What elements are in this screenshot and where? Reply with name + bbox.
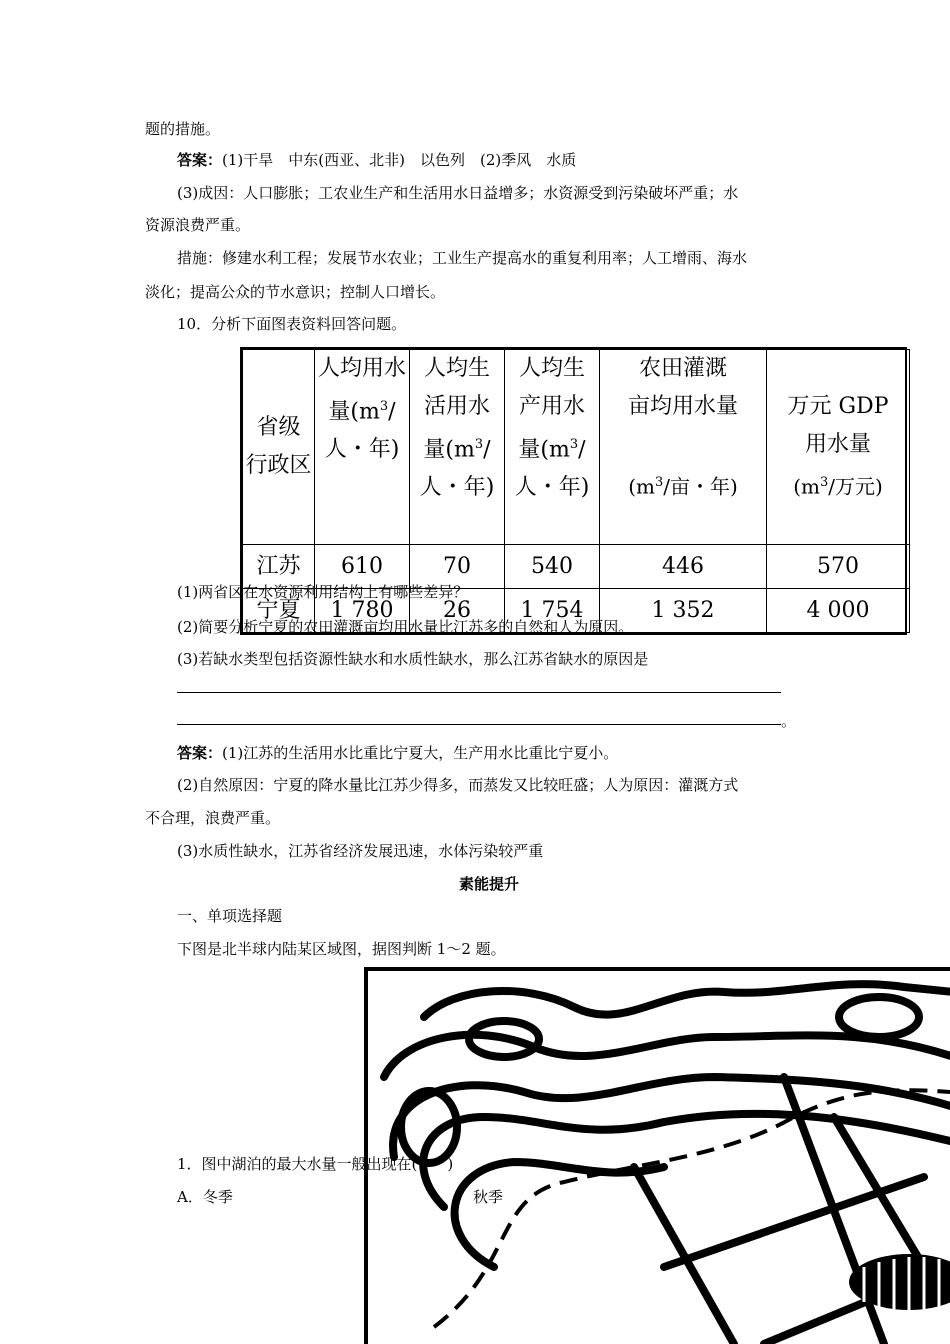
- section-title: 素能提升: [459, 875, 520, 893]
- answer-text-line: (3)水质性缺水，江苏省经济发展迅速，水体污染较严重: [177, 842, 544, 860]
- answer-text-line: 措施：修建水利工程；发展节水农业；工业生产提高水的重复利用率；人工增雨、海水: [177, 249, 748, 267]
- table-row: 宁夏 1 780 26 1 754 1 352 4 000: [243, 589, 910, 633]
- answer-blank-line: [177, 724, 781, 725]
- option-a: A．冬季: [177, 1188, 233, 1206]
- end-mark: 。: [781, 712, 797, 730]
- sub-heading: 一、单项选择题: [177, 907, 283, 925]
- answer-line: [177, 743, 618, 763]
- header-per-capita-domestic: 人均生 活用水 量($m^3/$ 人・年): [410, 350, 505, 545]
- answer-label: 答案：: [177, 744, 223, 762]
- header-irrigation: 农田灌溉 亩均用水量 ($m^3/$亩・年): [600, 350, 767, 545]
- header-per-capita-production: 人均生 产用水 量($m^3/$ 人・年): [505, 350, 600, 545]
- answer-blank-line: [177, 692, 781, 693]
- sub-question-2: (2)简要分析宁夏的农田灌溉亩均用水量比江苏多的自然和人为原因。: [177, 618, 634, 636]
- answer-text-line: (2)自然原因：宁夏的降水量比江苏少得多，而蒸发又比较旺盛；人为原因：灌溉方式: [177, 776, 739, 794]
- table-row: 江苏 610 70 540 446 570: [243, 545, 910, 589]
- option-b: 秋季: [473, 1188, 504, 1206]
- answer-text-line: 资源浪费严重。: [145, 216, 251, 234]
- header-per-capita-water: 人均用水 量($m^3/$ 人・年): [315, 350, 410, 545]
- question-10: 10．分析下面图表资料回答问题。: [177, 315, 407, 333]
- answer-label: 答案：: [177, 151, 223, 169]
- answer-text-line: 题的措施。: [145, 120, 221, 138]
- answer-text-line: (3)成因：人口膨胀；工农业生产和生活用水日益增多；水资源受到污染破坏严重；水: [177, 184, 739, 202]
- sub-question-3: (3)若缺水类型包括资源性缺水和水质性缺水，那么江苏省缺水的原因是: [177, 650, 649, 668]
- answer-text-line: 淡化；提高公众的节水意识；控制人口增长。: [145, 283, 446, 301]
- header-region: 省级 行政区: [243, 350, 315, 545]
- answer-line: [177, 150, 576, 170]
- sub-question-1: (1)两省区在水资源利用结构上有哪些差异？: [177, 583, 469, 601]
- answer-text: (1)干旱 中东(西亚、北非) 以色列 (2)季风 水质: [222, 151, 577, 169]
- header-gdp-water: 万元 GDP 用水量 ($m^3/$万元): [767, 350, 910, 545]
- answer-text: (1)江苏的生活用水比重比宁夏大，生产用水比重比宁夏小。: [222, 744, 619, 762]
- map-intro: 下图是北半球内陆某区域图，据图判断 1～2 题。: [177, 940, 506, 958]
- question-1: 1．图中湖泊的最大水量一般出现在( ): [177, 1155, 454, 1173]
- answer-text-line: 不合理，浪费严重。: [145, 809, 281, 827]
